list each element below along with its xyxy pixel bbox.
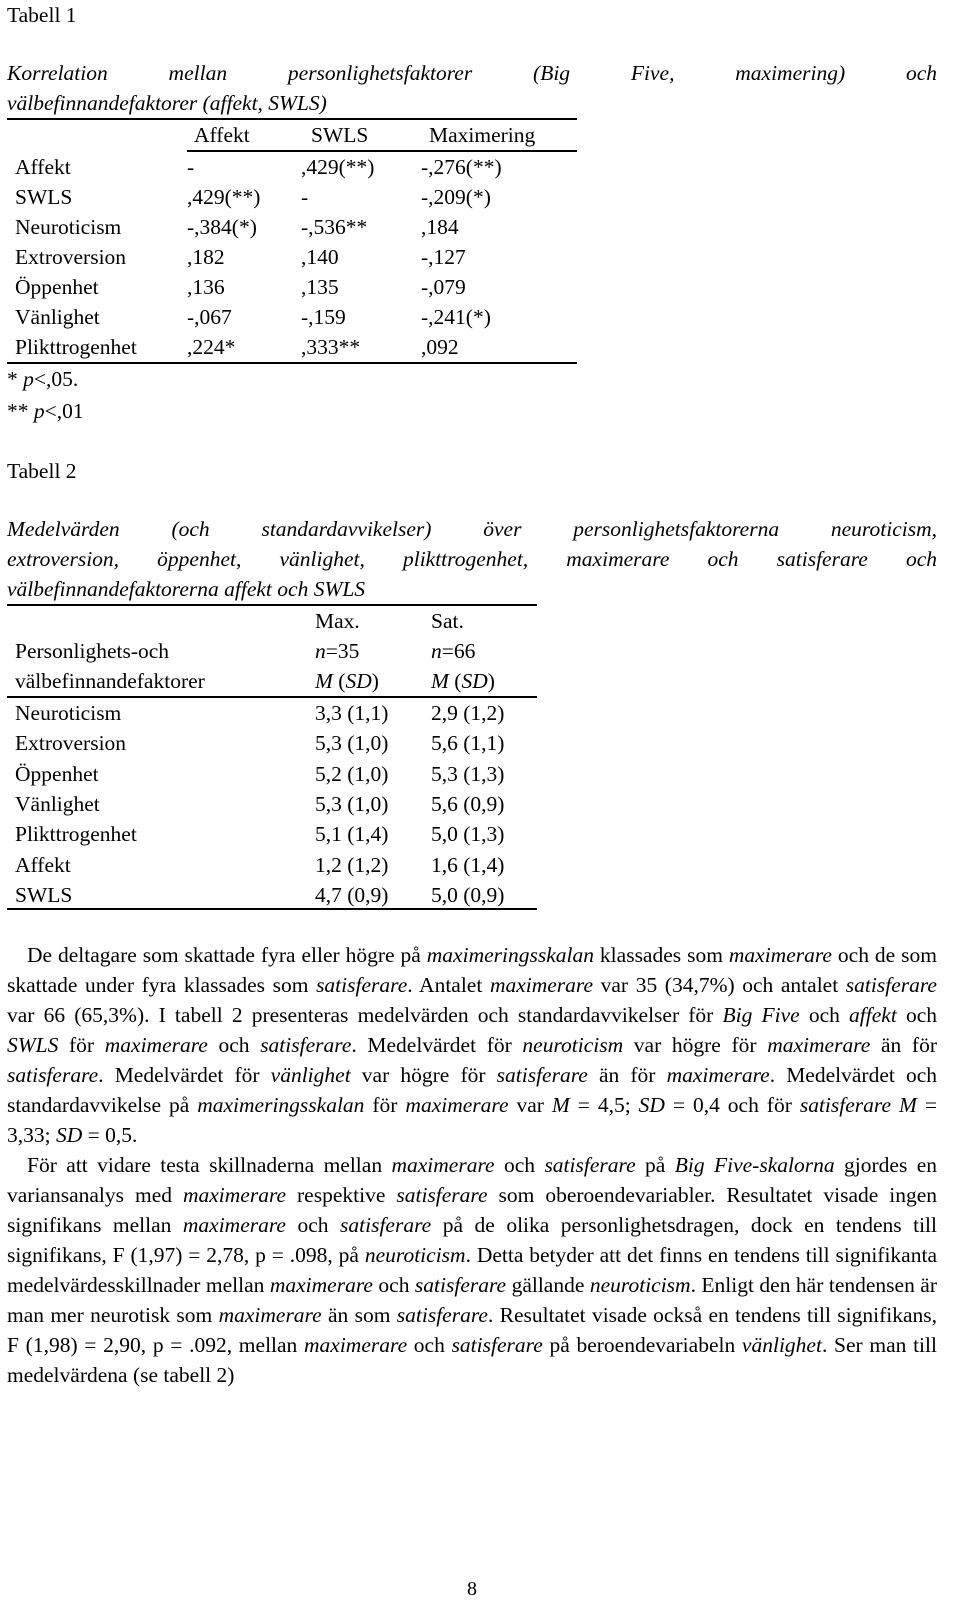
table2-row-label: Plikttrogenhet <box>15 822 137 847</box>
n1-value: =35 <box>325 639 360 663</box>
table2-cell-sat: 2,9 (1,2) <box>431 701 505 725</box>
text-run: = 0,4 och för <box>664 1093 800 1117</box>
table2-cell-sat: 5,6 (1,1) <box>431 731 505 756</box>
table1-bottom-rule <box>7 362 577 364</box>
table1-cell: ,135 <box>301 275 339 299</box>
text-run: än för <box>870 1033 937 1057</box>
table1-cell: ,184 <box>421 215 459 239</box>
italic-term: vänlighet <box>741 1333 822 1357</box>
table1-row-label: Affekt <box>15 155 71 179</box>
table2-title: Tabell 2 <box>7 459 77 483</box>
table2-n2 <box>431 636 475 666</box>
body-paragraph-1 <box>7 940 937 1150</box>
table1-note2 <box>7 396 84 426</box>
table2-caption <box>7 514 937 604</box>
italic-term: satisferare <box>316 973 408 997</box>
table2-head-sat: Sat. <box>431 609 464 633</box>
text-run: var <box>508 1093 552 1117</box>
table1-cell: ,429(**) <box>187 185 261 209</box>
table1-cell: -,276(**) <box>421 155 502 179</box>
table2-msd1: M (SD) <box>315 669 379 693</box>
text-run: klassades som <box>593 943 729 967</box>
table2-cell-sat: 5,6 (0,9) <box>431 791 505 816</box>
table2-head-max: Max. <box>315 609 360 633</box>
italic-term: maximerare <box>391 1153 495 1177</box>
table1-row-label: SWLS <box>15 185 73 209</box>
text-run: . Ser man till medelvärdena (se tabell 2) <box>7 1333 937 1387</box>
table2-cell-max: 1,2 (1,2) <box>315 852 389 877</box>
italic-term: Big Five <box>722 1003 800 1027</box>
table2-cell-max: 5,1 (1,4) <box>315 822 389 847</box>
text-run: för <box>364 1093 406 1117</box>
italic-term: satisferare <box>414 1273 507 1297</box>
italic-term: satisferare <box>544 1153 636 1177</box>
table1-title: Tabell 1 <box>7 3 77 27</box>
table2-row-label: Öppenhet <box>15 761 99 786</box>
italic-term: maximeringsskalan <box>426 943 594 967</box>
italic-term: SWLS <box>7 1033 59 1057</box>
text-run: och <box>896 1003 938 1027</box>
table1-cell: ,136 <box>187 275 225 299</box>
text-run: = 3,33; <box>7 1093 937 1147</box>
italic-term: satisferare <box>451 1333 543 1357</box>
text-run: . Antalet <box>407 973 490 997</box>
table1-row-label: Extroversion <box>15 245 127 269</box>
italic-term: satisferare M <box>799 1093 917 1117</box>
table2-row-label: Neuroticism <box>15 701 122 725</box>
italic-term: vänlighet <box>270 1063 351 1087</box>
table1-cell: - <box>187 155 195 179</box>
table1-cell: -,209(*) <box>421 185 491 209</box>
table2-msd2: M (SD) <box>431 669 495 693</box>
text-run: och <box>372 1273 415 1297</box>
table1-caption-line1: Korrelation mellan personlighetsfaktorer (Big Five, maximering) och <box>7 61 937 85</box>
sd1: SD <box>345 669 372 693</box>
italic-term: M <box>551 1093 570 1117</box>
table1-row-label: Plikttrogenhet <box>15 335 137 359</box>
table1-row-label: Öppenhet <box>15 275 99 299</box>
text-run: = 0,5. <box>82 1123 138 1147</box>
text-run: och de som skattade under fyra klassades som <box>7 943 937 997</box>
table2-cell-max: 5,3 (1,0) <box>315 791 389 816</box>
italic-term: maximerare <box>489 973 594 997</box>
text-run: på de olika personlighetsdragen, dock en tendens till signifikans, F (1,97) = 2,78, p = .098, på <box>7 1213 937 1267</box>
table2-row-label: Extroversion <box>15 731 127 756</box>
table2-cell-max: 4,7 (0,9) <box>315 882 389 907</box>
table1-cell: -,127 <box>421 245 466 269</box>
table1-cell: ,092 <box>421 335 459 359</box>
italic-term: satisferare <box>7 1063 99 1087</box>
table1-row-label: Neuroticism <box>15 215 122 239</box>
table2-label-head1: Personlighets-och <box>15 639 170 663</box>
note1-rest: <,05. <box>33 367 79 391</box>
text-run: var högre för <box>623 1033 768 1057</box>
table1-cell: -,067 <box>187 305 232 329</box>
table1-header-maximering: Maximering <box>429 123 536 147</box>
table2-cell-max: 5,2 (1,0) <box>315 761 389 786</box>
table1-header-affekt: Affekt <box>194 123 250 147</box>
text-run: De deltagare som skattade fyra eller högre på <box>27 943 427 967</box>
table2-row-label: SWLS <box>15 882 73 907</box>
table1-header-swls: SWLS <box>311 123 369 147</box>
table2-caption-line1: Medelvärden (och standardavvikelser) över personlighetsfaktorerna neuroticism, <box>7 517 937 541</box>
table1-cell: ,333** <box>301 335 361 359</box>
italic-term: maximerare <box>269 1273 373 1297</box>
text-run: gällande <box>506 1273 590 1297</box>
table2-row-label: Vänlighet <box>15 791 100 816</box>
italic-term: satisferare <box>396 1303 488 1327</box>
italic-term: satisferare <box>260 1033 352 1057</box>
table2-cell-sat: 5,0 (0,9) <box>431 882 505 907</box>
italic-term: maximerare <box>767 1033 871 1057</box>
italic-term: satisferare <box>340 1213 432 1237</box>
text-run: som oberoendevariabler. Resultatet visade ingen signifikans mellan <box>7 1183 938 1237</box>
note1-p: p <box>23 367 34 391</box>
table1-cell: ,429(**) <box>301 155 375 179</box>
italic-term: satisferare <box>845 973 937 997</box>
text-run: och <box>285 1213 341 1237</box>
table1-row-label: Vänlighet <box>15 305 100 329</box>
italic-term: maximerare <box>182 1213 286 1237</box>
table2-caption-line3: välbefinnandefaktorerna affekt och SWLS <box>7 577 366 601</box>
sd2: SD <box>461 669 488 693</box>
text-run: . Resultatet visade också en tendens till signifikans, F (1,98) = 2,90, p = .092, mellan <box>7 1303 937 1357</box>
text-run: För att vidare testa skillnaderna mellan <box>27 1153 392 1177</box>
table1-cell: -,159 <box>301 305 346 329</box>
body-text <box>7 940 937 1390</box>
text-run: på <box>635 1153 675 1177</box>
table2-row-label: Affekt <box>15 852 71 877</box>
text-run: än som <box>321 1303 397 1327</box>
table1-cell: ,140 <box>301 245 339 269</box>
italic-term: Big Five-skalorna <box>674 1153 835 1177</box>
table2-cell-max: 3,3 (1,1) <box>315 701 389 725</box>
table2-label-head2: välbefinnandefaktorer <box>15 669 205 693</box>
text-run: gjordes en variansanalys med <box>7 1153 938 1207</box>
table1-note1 <box>7 364 78 394</box>
italic-term: maximerare <box>182 1183 287 1207</box>
n2-value: =66 <box>441 639 476 663</box>
note2-p: p <box>33 399 45 423</box>
table1-caption-line2: välbefinnandefaktorer (affekt, SWLS) <box>7 91 327 115</box>
italic-term: SD <box>55 1123 83 1147</box>
table1-cell: ,224* <box>187 335 236 359</box>
text-run: . Enligt den här tendensen är man mer neurotisk som <box>7 1273 937 1327</box>
text-run: än för <box>587 1063 667 1087</box>
italic-term: SD <box>638 1093 665 1117</box>
table2-cell-sat: 5,3 (1,3) <box>431 761 505 786</box>
italic-term: maximerare <box>218 1303 322 1327</box>
note1-prefix: * <box>7 367 24 391</box>
table1-caption <box>7 58 937 118</box>
table1-cell: -,384(*) <box>187 215 257 239</box>
italic-term: maximerare <box>405 1093 509 1117</box>
n1-symbol: n <box>315 639 326 663</box>
text-run: och <box>407 1333 452 1357</box>
table1-cell: -,079 <box>421 275 466 299</box>
text-run: = 4,5; <box>569 1093 639 1117</box>
table2-cell-sat: 1,6 (1,4) <box>431 852 505 877</box>
italic-term: affekt <box>849 1003 897 1027</box>
page-number: 8 <box>467 1578 477 1600</box>
table2-cell-max: 5,3 (1,0) <box>315 731 389 756</box>
text-run: för <box>58 1033 105 1057</box>
text-run: och <box>494 1153 545 1177</box>
text-run: . Medelvärdet och standardavvikelse på <box>7 1063 937 1117</box>
table1-cell: -,536** <box>301 215 368 239</box>
m2: M <box>431 669 449 693</box>
text-run: respektive <box>286 1183 397 1207</box>
table2-caption-line2: extroversion, öppenhet, vänlighet, plikttrogenhet, maximerare och satisferare och <box>7 547 937 571</box>
text-run: var 66 (65,3%). I tabell 2 presenteras medelvärden och standardavvikelser för <box>7 1003 723 1027</box>
table1-header-rule <box>187 150 577 152</box>
italic-term: maximerare <box>728 943 832 967</box>
italic-term: satisferare <box>396 1183 488 1207</box>
table1-cell: ,182 <box>187 245 225 269</box>
text-run: och <box>799 1003 850 1027</box>
table2-n1 <box>315 636 359 666</box>
m1: M <box>315 669 333 693</box>
italic-term: satisferare <box>496 1063 588 1087</box>
italic-term: neuroticism <box>589 1273 691 1297</box>
note2-prefix: ** <box>7 399 34 423</box>
italic-term: maximeringsskalan <box>197 1093 365 1117</box>
italic-term: neuroticism <box>522 1033 624 1057</box>
table2-bottom-rule <box>7 908 537 910</box>
text-run: på beroendevariabeln <box>542 1333 742 1357</box>
text-run: var 35 (34,7%) och antalet <box>593 973 846 997</box>
body-paragraph-2 <box>7 1150 937 1390</box>
text-run: . Medelvärdet för <box>351 1033 523 1057</box>
text-run: . Detta betyder att det finns en tendens till signifikanta medelvärdesskillnader mellan <box>7 1243 937 1297</box>
table1-cell: -,241(*) <box>421 305 491 329</box>
italic-term: maximerare <box>304 1333 408 1357</box>
italic-term: neuroticism <box>364 1243 466 1267</box>
text-run: och <box>207 1033 261 1057</box>
note2-rest: <,01 <box>44 399 84 423</box>
n2-symbol: n <box>431 639 442 663</box>
table1-cell: - <box>301 185 309 209</box>
table2-cell-sat: 5,0 (1,3) <box>431 822 505 847</box>
italic-term: maximerare <box>104 1033 208 1057</box>
italic-term: maximerare <box>666 1063 770 1087</box>
text-run: . Medelvärdet för <box>98 1063 271 1087</box>
text-run: var högre för <box>350 1063 497 1087</box>
